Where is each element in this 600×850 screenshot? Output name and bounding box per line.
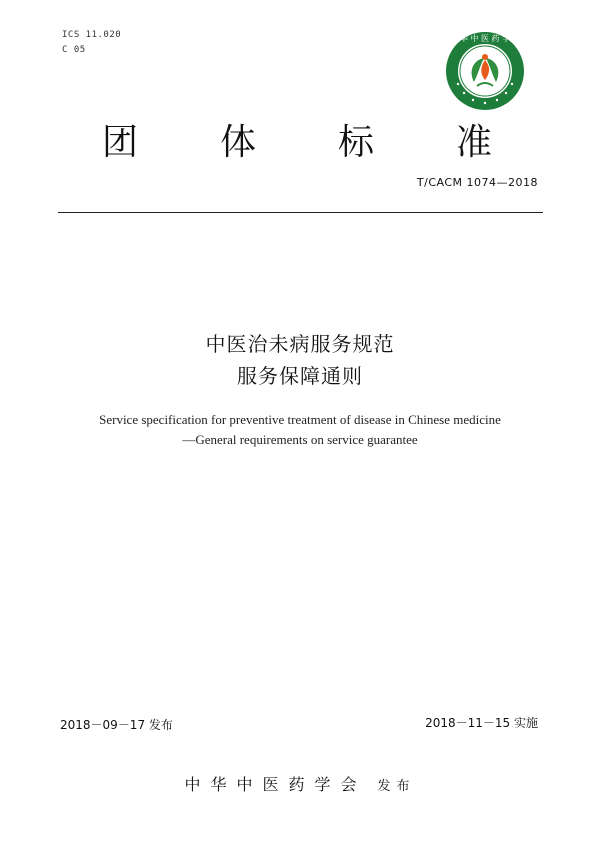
- english-title-line-2: —General requirements on service guarantee: [182, 432, 418, 447]
- ccs-code: C 05: [62, 45, 86, 55]
- release-date: 2018－09－17 发布: [60, 718, 173, 732]
- doc-type-char-1: 团: [102, 122, 139, 163]
- publisher-action: 发布: [377, 779, 416, 794]
- header-divider: [58, 212, 543, 213]
- chinese-title-line-2: 服务保障通则: [237, 364, 363, 388]
- doc-type-char-4: 准: [456, 122, 493, 163]
- doc-type-char-2: 体: [220, 122, 257, 163]
- document-type-title: [0, 114, 600, 170]
- association-logo: [444, 30, 526, 112]
- classification-codes: [62, 28, 121, 58]
- standard-number: T/CACM 1074—2018: [416, 176, 538, 189]
- publisher-org: 中华中医药学会: [184, 775, 367, 794]
- implement-date: 2018－11－15 实施: [425, 716, 538, 730]
- english-title-line-1: Service specification for preventive treatment of disease in Chinese medicine: [99, 412, 501, 427]
- association-logo-icon: [444, 30, 526, 112]
- ics-code: ICS 11.020: [62, 30, 122, 40]
- doc-type-char-3: 标: [338, 122, 375, 163]
- publisher-line: [0, 772, 600, 795]
- logo-text-top: 中 华 中 医 药 学 会: [449, 34, 521, 43]
- chinese-title-line-1: 中医治未病服务规范: [205, 332, 395, 356]
